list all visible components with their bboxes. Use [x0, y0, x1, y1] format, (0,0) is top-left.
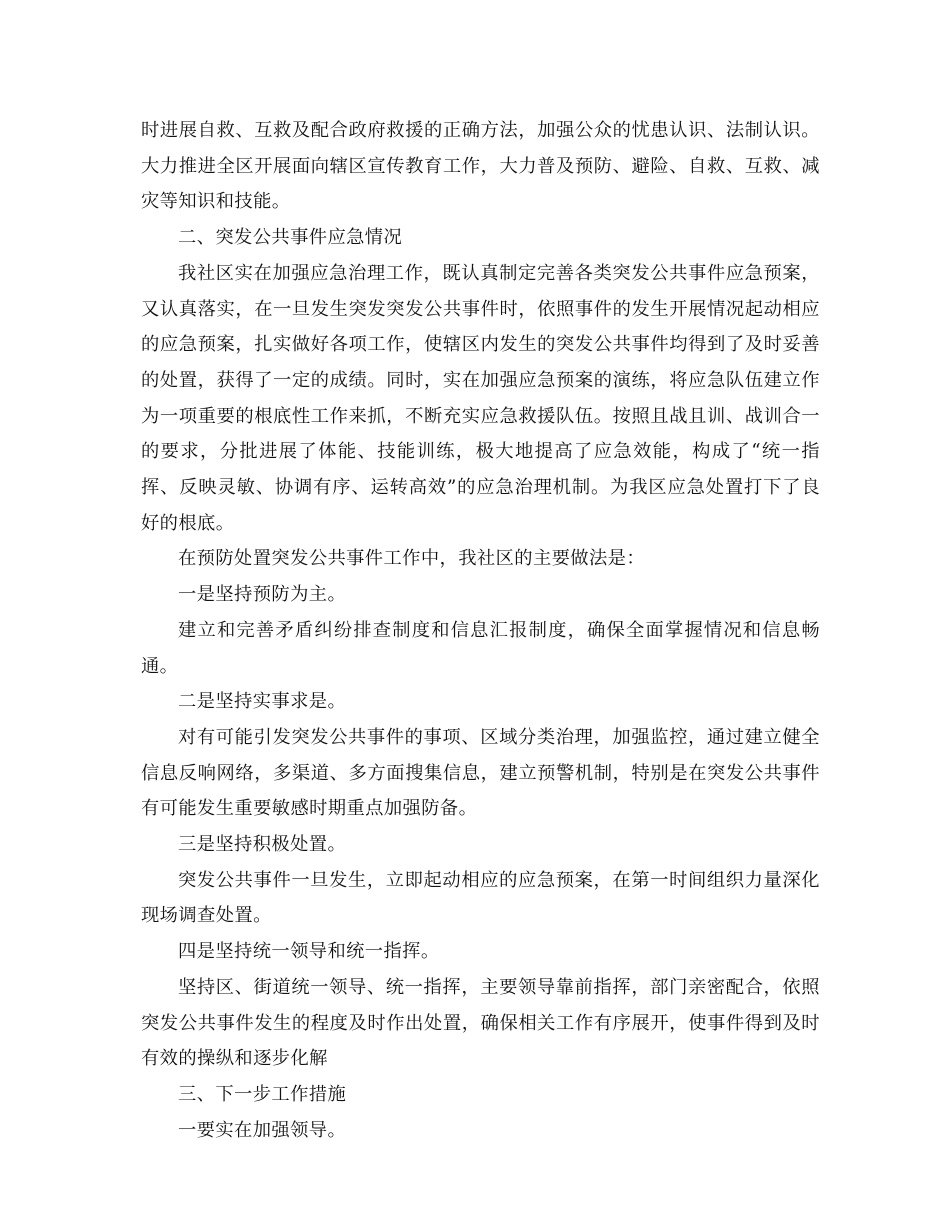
paragraph-10: 突发公共事件一旦发生，立即起动相应的应急预案，在第一时间组织力量深化现场调查处置。 — [141, 869, 820, 927]
paragraph-3: 我社区实在加强应急治理工作，既认真制定完善各类突发公共事件应急预案，又认真落实，在一旦发生突发突发公共事件时，依照事件的发生开展情况起动相应的应急预案，扎实做好各项工作，使辖区内发生的突发公共事件均得到了及时妥善的处置，获得了一定的成绩。同时，实在加强应急预案的演练，将应急队伍建立作为一项重要的根底性工作来抓，不断充实应急救援队伍。按照且战且训、战训合一的要求，分批进展了体能、技能训练，极大地提高了应急效能，构成了“统一指挥、反映灵敏、协调有序、运转高效”的应急治理机制。为我区应急处置打下了良好的根底。 — [141, 262, 820, 534]
point-heading-3: 三是坚持积极处置。 — [178, 834, 347, 856]
section-heading-3: 三、下一步工作措施 — [178, 1083, 347, 1105]
paragraph-1: 时进展自救、互救及配合政府救援的正确方法，加强公众的忧患认识、法制认识。大力推进全区开展面向辖区宣传教育工作，大力普及预防、避险、自救、互救、减灾等知识和技能。 — [141, 120, 820, 213]
point-heading-1: 一是坚持预防为主。 — [178, 584, 347, 606]
point-heading-4: 四是坚持统一领导和统一指挥。 — [178, 941, 440, 963]
paragraph-6: 建立和完善矛盾纠纷排查制度和信息汇报制度，确保全面掌握情况和信息畅通。 — [141, 619, 820, 677]
section-heading-2: 二、突发公共事件应急情况 — [178, 227, 403, 249]
paragraph-4: 在预防处置突发公共事件工作中，我社区的主要做法是： — [178, 548, 646, 570]
paragraph-8: 对有可能引发突发公共事件的事项、区域分类治理，加强监控，通过建立健全信息反响网络，多渠道、多方面搜集信息，建立预警机制，特别是在突发公共事件有可能发生重要敏感时期重点加强防备。 — [141, 726, 820, 820]
point-heading-5: 一要实在加强领导。 — [178, 1119, 347, 1141]
point-heading-2: 二是坚持实事求是。 — [178, 691, 347, 713]
paragraph-12: 坚持区、街道统一领导、统一指挥，主要领导靠前指挥，部门亲密配合，依照突发公共事件发生的程度及时作出处置，确保相关工作有序展开，使事件得到及时有效的操纵和逐步化解 — [141, 976, 820, 1070]
